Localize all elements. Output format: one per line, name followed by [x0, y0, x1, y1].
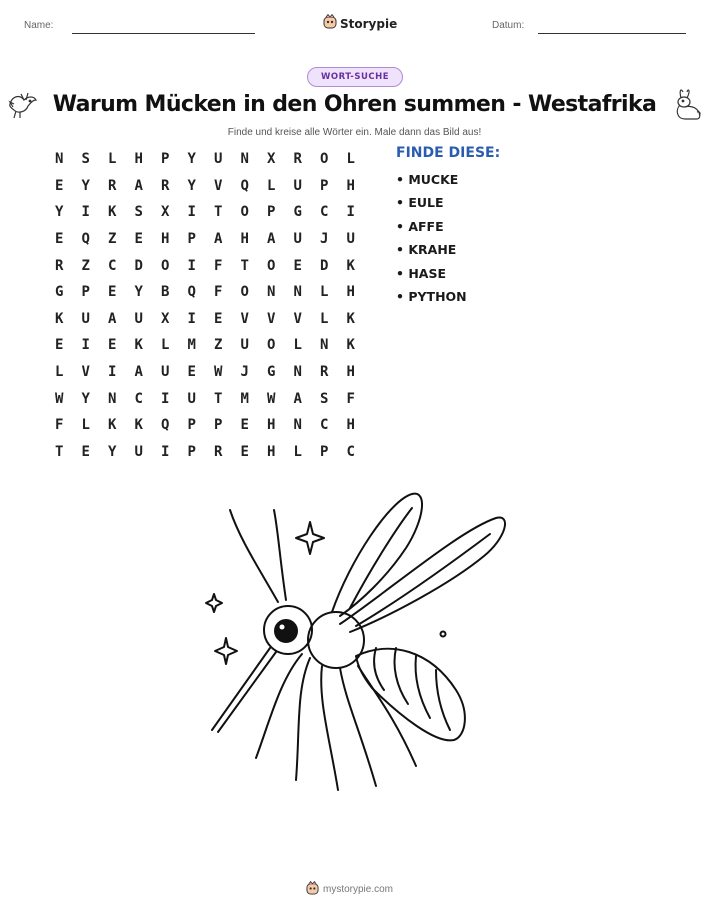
sparkle-icon	[296, 522, 324, 554]
page-title: Warum Mücken in den Ohren summen - Westafrika	[52, 92, 657, 117]
word-item: • EULE	[396, 195, 444, 211]
date-label: Datum:	[492, 20, 525, 31]
instructions: Finde und kreise alle Wörter ein. Male dann das Bild aus!	[227, 127, 482, 138]
grid-letter[interactable]: O	[161, 257, 170, 274]
grid-row	[46, 306, 364, 333]
grid-letter[interactable]: I	[161, 390, 170, 407]
grid-letter[interactable]: H	[240, 231, 249, 248]
grid-letter[interactable]: M	[187, 337, 196, 354]
grid-letter[interactable]: V	[81, 364, 90, 381]
grid-row	[46, 173, 364, 200]
grid-letter[interactable]: R	[214, 443, 223, 460]
grid-letter[interactable]: B	[161, 284, 170, 301]
grid-letter[interactable]: P	[187, 231, 196, 248]
name-label: Name:	[24, 20, 54, 31]
sparkle-icon	[215, 638, 237, 664]
grid-letter[interactable]: F	[346, 390, 355, 407]
grid-letter[interactable]: I	[187, 257, 196, 274]
grid-letter[interactable]: O	[267, 337, 276, 354]
grid-letter[interactable]: E	[81, 443, 90, 460]
word-item: • MUCKE	[396, 172, 459, 187]
grid-letter[interactable]: V	[293, 310, 302, 327]
category-badge: WORT-SUCHE	[307, 67, 403, 87]
grid-letter[interactable]: L	[55, 364, 64, 381]
grid-letter[interactable]: S	[320, 390, 329, 407]
grid-letter[interactable]: D	[320, 257, 329, 274]
grid-letter[interactable]: Y	[134, 284, 143, 301]
rabbit-icon	[671, 88, 703, 126]
grid-letter[interactable]: C	[134, 390, 143, 407]
grid-letter[interactable]: L	[161, 337, 170, 354]
grid-letter[interactable]: W	[55, 390, 64, 407]
grid-letter[interactable]: N	[320, 337, 329, 354]
word-item: • PYTHON	[396, 288, 467, 304]
grid-letter[interactable]: P	[320, 443, 329, 460]
grid-letter[interactable]: P	[267, 204, 276, 221]
grid-letter[interactable]: H	[346, 417, 355, 434]
grid-letter[interactable]: Q	[187, 284, 196, 301]
grid-letter[interactable]: V	[214, 177, 223, 194]
grid-letter[interactable]: P	[214, 417, 223, 434]
sparkle-icon	[206, 594, 222, 612]
grid-letter[interactable]: U	[346, 231, 355, 248]
grid-letter[interactable]: E	[55, 337, 64, 354]
grid-letter[interactable]: Y	[108, 443, 117, 460]
grid-letter[interactable]: E	[293, 257, 302, 274]
grid-row	[46, 146, 364, 173]
grid-letter[interactable]: H	[346, 364, 355, 381]
grid-letter[interactable]: I	[161, 443, 170, 460]
grid-letter[interactable]: S	[81, 151, 90, 168]
grid-letter[interactable]: R	[108, 177, 117, 194]
grid-letter[interactable]: J	[240, 364, 249, 381]
grid-letter[interactable]: N	[240, 151, 249, 168]
grid-letter[interactable]: L	[267, 177, 276, 194]
grid-letter[interactable]: L	[320, 310, 329, 327]
grid-letter[interactable]: H	[267, 443, 276, 460]
grid-letter[interactable]: N	[267, 284, 276, 301]
grid-letter[interactable]: O	[267, 257, 276, 274]
grid-letter[interactable]: L	[108, 151, 117, 168]
grid-letter[interactable]: R	[161, 177, 170, 194]
grid-letter[interactable]: N	[55, 151, 64, 168]
find-title: FINDE DIESE:	[396, 145, 501, 161]
grid-letter[interactable]: U	[187, 390, 196, 407]
grid-letter[interactable]: U	[293, 231, 302, 248]
grid-letter[interactable]: E	[187, 364, 196, 381]
grid-letter[interactable]: E	[108, 337, 117, 354]
grid-row	[46, 332, 364, 359]
grid-letter[interactable]: U	[134, 310, 143, 327]
grid-letter[interactable]: A	[134, 177, 143, 194]
grid-row	[46, 385, 364, 412]
grid-letter[interactable]: V	[240, 310, 249, 327]
grid-letter[interactable]: I	[81, 337, 90, 354]
grid-letter[interactable]: O	[240, 284, 249, 301]
brand-name: Storypie	[340, 16, 398, 31]
brand	[323, 14, 397, 33]
grid-letter[interactable]: A	[214, 231, 223, 248]
footer-url[interactable]: mystorypie.com	[323, 884, 394, 895]
grid-letter[interactable]: E	[240, 443, 249, 460]
word-item: • HASE	[396, 265, 447, 281]
grid-letter[interactable]: J	[320, 231, 329, 248]
grid-letter[interactable]: T	[214, 390, 223, 407]
grid-letter[interactable]: Q	[81, 231, 90, 248]
grid-letter[interactable]: Z	[214, 337, 223, 354]
grid-letter[interactable]: U	[81, 310, 90, 327]
grid-letter[interactable]: E	[108, 284, 117, 301]
grid-row	[46, 359, 364, 386]
grid-letter[interactable]: U	[240, 337, 249, 354]
grid-letter[interactable]: N	[293, 364, 302, 381]
storypie-logo-icon	[323, 14, 337, 33]
grid-letter[interactable]: K	[55, 310, 64, 327]
date-line[interactable]	[538, 33, 686, 34]
grid-letter[interactable]: P	[161, 151, 170, 168]
grid-letter[interactable]: P	[81, 284, 90, 301]
grid-letter[interactable]: U	[293, 177, 302, 194]
grid-letter[interactable]: Q	[161, 417, 170, 434]
grid-letter[interactable]: U	[161, 364, 170, 381]
grid-letter[interactable]: H	[346, 177, 355, 194]
grid-letter[interactable]: H	[267, 417, 276, 434]
grid-letter[interactable]: W	[267, 390, 276, 407]
grid-letter[interactable]: O	[240, 204, 249, 221]
word-item: • AFFE	[396, 218, 444, 234]
grid-letter[interactable]: L	[293, 443, 302, 460]
grid-letter[interactable]: K	[346, 337, 355, 354]
grid-letter[interactable]: L	[81, 417, 90, 434]
word-search-grid[interactable]	[46, 146, 364, 465]
grid-letter[interactable]: H	[134, 151, 143, 168]
grid-letter[interactable]: A	[134, 364, 143, 381]
grid-row	[46, 439, 364, 466]
grid-letter[interactable]: Y	[187, 151, 196, 168]
grid-letter[interactable]: F	[214, 284, 223, 301]
grid-letter[interactable]: E	[55, 177, 64, 194]
grid-letter[interactable]: F	[55, 417, 64, 434]
grid-row	[46, 199, 364, 226]
grid-letter[interactable]: E	[134, 231, 143, 248]
grid-letter[interactable]: L	[320, 284, 329, 301]
grid-letter[interactable]: C	[320, 417, 329, 434]
grid-letter[interactable]: X	[161, 204, 170, 221]
grid-letter[interactable]: T	[214, 204, 223, 221]
grid-letter[interactable]: A	[267, 231, 276, 248]
grid-letter[interactable]: C	[320, 204, 329, 221]
grid-letter[interactable]: C	[108, 257, 117, 274]
grid-letter[interactable]: H	[346, 284, 355, 301]
grid-letter[interactable]: I	[81, 204, 90, 221]
mosquito-coloring-illustration	[200, 490, 510, 810]
grid-letter[interactable]: K	[134, 417, 143, 434]
grid-letter[interactable]: E	[55, 231, 64, 248]
grid-letter[interactable]: K	[134, 337, 143, 354]
grid-letter[interactable]: Y	[81, 390, 90, 407]
grid-letter[interactable]: L	[293, 337, 302, 354]
grid-letter[interactable]: I	[108, 364, 117, 381]
grid-letter[interactable]: N	[108, 390, 117, 407]
grid-letter[interactable]: P	[320, 177, 329, 194]
grid-row	[46, 412, 364, 439]
grid-row	[46, 226, 364, 253]
grid-row	[46, 279, 364, 306]
grid-letter[interactable]: A	[293, 390, 302, 407]
grid-letter[interactable]: A	[108, 310, 117, 327]
grid-letter[interactable]: L	[346, 151, 355, 168]
grid-letter[interactable]: I	[346, 204, 355, 221]
grid-letter[interactable]: Y	[55, 204, 64, 221]
grid-letter[interactable]: I	[187, 204, 196, 221]
grid-letter[interactable]: M	[240, 390, 249, 407]
grid-row	[46, 252, 364, 279]
grid-letter[interactable]: R	[320, 364, 329, 381]
grid-letter[interactable]: X	[267, 151, 276, 168]
grid-letter[interactable]: X	[161, 310, 170, 327]
grid-letter[interactable]: P	[187, 443, 196, 460]
grid-letter[interactable]: N	[293, 284, 302, 301]
grid-letter[interactable]: G	[293, 204, 302, 221]
grid-letter[interactable]: U	[134, 443, 143, 460]
grid-letter[interactable]: R	[55, 257, 64, 274]
grid-letter[interactable]: Z	[81, 257, 90, 274]
grid-letter[interactable]: H	[161, 231, 170, 248]
grid-letter[interactable]: U	[214, 151, 223, 168]
grid-letter[interactable]: T	[240, 257, 249, 274]
grid-letter[interactable]: Q	[240, 177, 249, 194]
grid-letter[interactable]: K	[108, 204, 117, 221]
grid-letter[interactable]: F	[214, 257, 223, 274]
grid-letter[interactable]: R	[293, 151, 302, 168]
grid-letter[interactable]: T	[55, 443, 64, 460]
grid-letter[interactable]: G	[267, 364, 276, 381]
word-item: • KRAHE	[396, 242, 457, 258]
grid-letter[interactable]: W	[214, 364, 223, 381]
grid-letter[interactable]: C	[346, 443, 355, 460]
grid-letter[interactable]: E	[214, 310, 223, 327]
grid-letter[interactable]: Z	[108, 231, 117, 248]
name-line[interactable]	[72, 33, 255, 34]
grid-letter[interactable]: S	[134, 204, 143, 221]
grid-letter[interactable]: Y	[81, 177, 90, 194]
grid-letter[interactable]: N	[293, 417, 302, 434]
grid-letter[interactable]: K	[346, 257, 355, 274]
grid-letter[interactable]: D	[134, 257, 143, 274]
grid-letter[interactable]: I	[187, 310, 196, 327]
grid-letter[interactable]: K	[108, 417, 117, 434]
footer	[306, 880, 393, 899]
grid-letter[interactable]: O	[320, 151, 329, 168]
grid-letter[interactable]: K	[346, 310, 355, 327]
grid-letter[interactable]: G	[55, 284, 64, 301]
grid-letter[interactable]: E	[240, 417, 249, 434]
grid-letter[interactable]: V	[267, 310, 276, 327]
word-list	[396, 172, 467, 312]
grid-letter[interactable]: Y	[187, 177, 196, 194]
grid-letter[interactable]: P	[187, 417, 196, 434]
storypie-logo-icon	[306, 880, 319, 899]
